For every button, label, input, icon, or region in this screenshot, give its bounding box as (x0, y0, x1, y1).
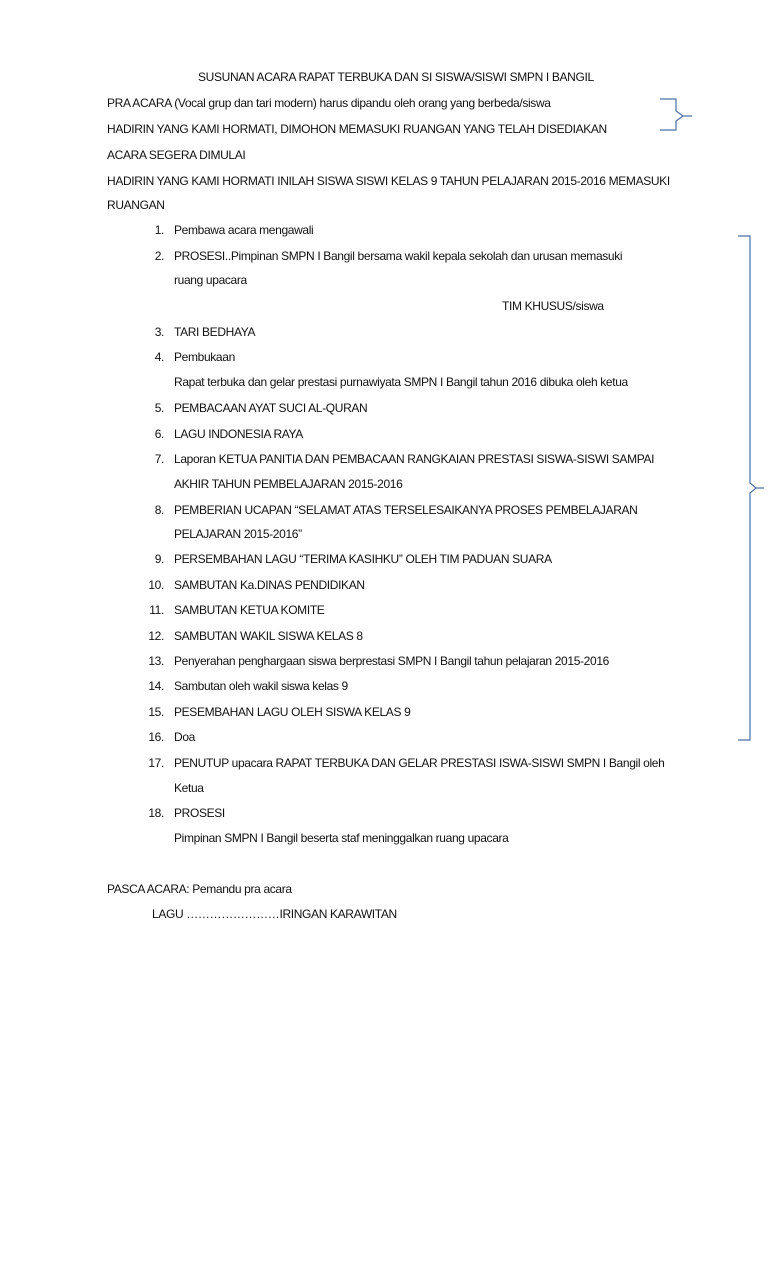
pra-acara-bracket-path (660, 99, 683, 130)
intro-line-2: ACARA SEGERA DIMULAI (107, 148, 246, 162)
item-7-cont: AKHIR TAHUN PEMBELAJARAN 2015-2016 (174, 477, 403, 491)
item-12-number: 12. (148, 629, 164, 643)
item-3-text: TARI BEDHAYA (174, 325, 256, 339)
item-17-number: 17. (148, 756, 164, 770)
item-2-note: TIM KHUSUS/siswa (502, 299, 604, 313)
item-14-number: 14. (148, 679, 164, 693)
item-8-number: 8. (154, 503, 164, 517)
intro-line-3-cont: RUANGAN (107, 198, 165, 212)
item-18-text: PROSESI (174, 806, 225, 820)
pasca-acara-line: PASCA ACARA: Pemandu pra acara (107, 882, 292, 896)
item-16-number: 16. (148, 730, 164, 744)
item-5-number: 5. (154, 401, 164, 415)
item-7-text: Laporan KETUA PANITIA DAN PEMBACAAN RANGKAIAN PRESTASI SISWA-SISWI SAMPAI (174, 452, 655, 466)
item-2-cont: ruang upacara (174, 273, 247, 287)
item-2-text: PROSESI..Pimpinan SMPN I Bangil bersama wakil kepala sekolah dan urusan memasuki (174, 249, 623, 263)
agenda-bracket (732, 228, 766, 748)
item-9-number: 9. (154, 552, 164, 566)
item-1-text: Pembawa acara mengawali (174, 223, 314, 237)
item-8-cont: PELAJARAN 2015-2016” (174, 527, 302, 541)
item-17-text: PENUTUP upacara RAPAT TERBUKA DAN GELAR PRESTASI ISWA-SISWI SMPN I Bangil oleh (174, 756, 665, 770)
item-4-text: Pembukaan (174, 350, 235, 364)
item-4-number: 4. (154, 350, 164, 364)
pra-acara-bracket (656, 95, 696, 135)
item-6-number: 6. (154, 427, 164, 441)
pasca-lagu-line: LAGU ……………………IRINGAN KARAWITAN (152, 907, 397, 921)
item-11-text: SAMBUTAN KETUA KOMITE (174, 603, 325, 617)
item-6-text: LAGU INDONESIA RAYA (174, 427, 303, 441)
item-12-text: SAMBUTAN WAKIL SISWA KELAS 8 (174, 629, 363, 643)
item-5-text: PEMBACAAN AYAT SUCI AL-QURAN (174, 401, 368, 415)
intro-line-3: HADIRIN YANG KAMI HORMATI INILAH SISWA SISWI KELAS 9 TAHUN PELAJARAN 2015-2016 MEMASUKI (107, 174, 670, 188)
document-title: SUSUNAN ACARA RAPAT TERBUKA DAN SI SISWA/SISWI SMPN I BANGIL (198, 70, 594, 84)
item-17-cont: Ketua (174, 781, 204, 795)
item-9-text: PERSEMBAHAN LAGU “TERIMA KASIHKU” OLEH TIM PADUAN SUARA (174, 552, 552, 566)
item-18-number: 18. (148, 806, 164, 820)
item-16-text: Doa (174, 730, 195, 744)
item-11-number: 11. (149, 603, 164, 617)
intro-line-1: HADIRIN YANG KAMI HORMATI, DIMOHON MEMASUKI RUANGAN YANG TELAH DISEDIAKAN (107, 122, 607, 136)
item-10-number: 10. (148, 578, 164, 592)
agenda-bracket-path (738, 236, 756, 740)
item-2-number: 2. (154, 249, 164, 263)
item-13-text: Penyerahan penghargaan siswa berprestasi SMPN I Bangil tahun pelajaran 2015-2016 (174, 654, 609, 668)
item-18-cont: Pimpinan SMPN I Bangil beserta staf meninggalkan ruang upacara (174, 831, 509, 845)
item-10-text: SAMBUTAN Ka.DINAS PENDIDIKAN (174, 578, 365, 592)
item-15-number: 15. (148, 705, 164, 719)
pra-acara-line: PRA ACARA (Vocal grup dan tari modern) harus dipandu oleh orang yang berbeda/siswa (107, 96, 551, 110)
item-8-text: PEMBERIAN UCAPAN “SELAMAT ATAS TERSELESAIKANYA PROSES PEMBELAJARAN (174, 503, 638, 517)
item-14-text: Sambutan oleh wakil siswa kelas 9 (174, 679, 348, 693)
item-4-cont: Rapat terbuka dan gelar prestasi purnawiyata SMPN I Bangil tahun 2016 dibuka oleh ketua (174, 375, 628, 389)
item-7-number: 7. (154, 452, 164, 466)
item-15-text: PESEMBAHAN LAGU OLEH SISWA KELAS 9 (174, 705, 411, 719)
item-3-number: 3. (154, 325, 164, 339)
item-13-number: 13. (148, 654, 164, 668)
item-1-number: 1. (154, 223, 164, 237)
